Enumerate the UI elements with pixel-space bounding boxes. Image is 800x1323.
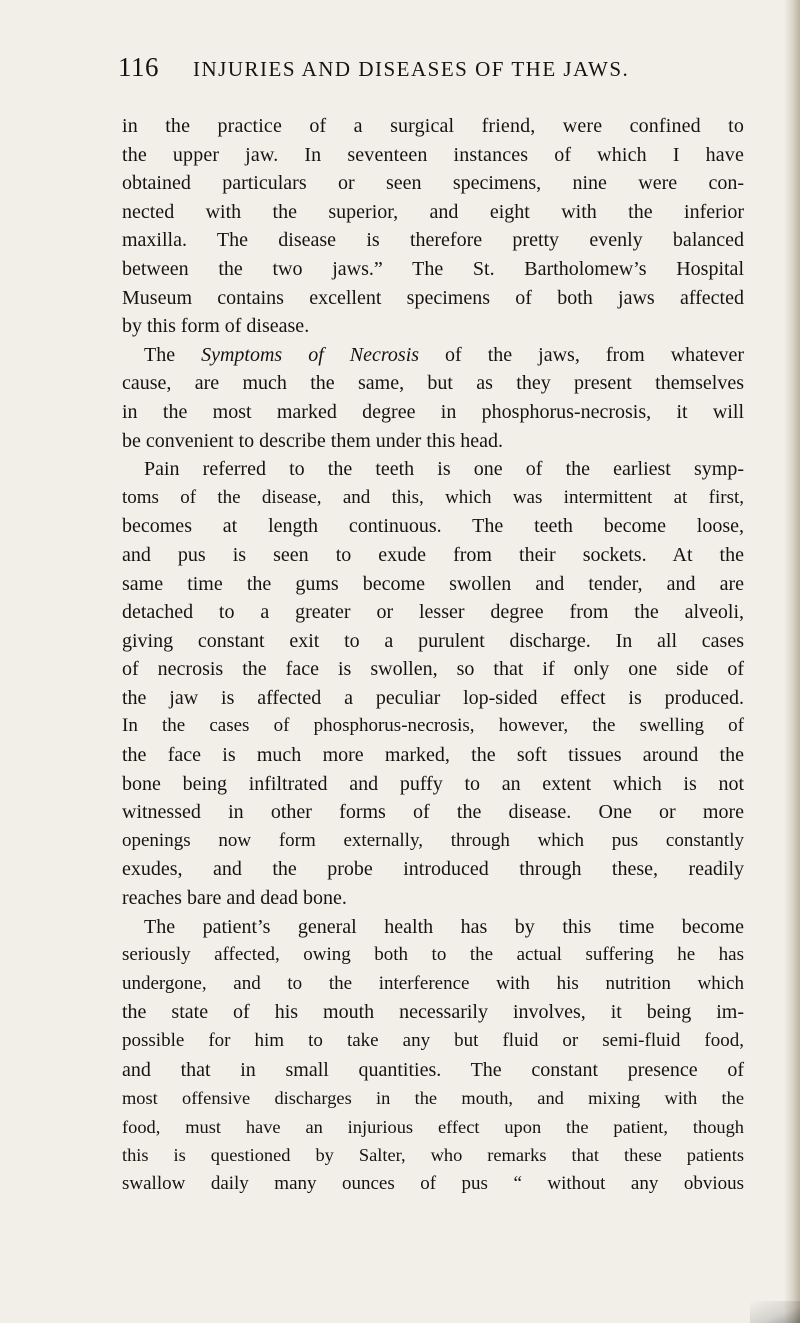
text-line: this is questioned by Salter, who remarks that these patients xyxy=(122,1145,744,1166)
text-line: most offensive discharges in the mouth, and mixing with the xyxy=(122,1088,744,1109)
text-line: exudes, and the probe introduced through these, readily xyxy=(122,858,744,881)
text-line: reaches bare and dead bone. xyxy=(122,887,347,910)
text-line: of necrosis the face is swollen, so that if only one side of xyxy=(122,658,744,681)
text-line: cause, are much the same, but as they present themselves xyxy=(122,372,744,395)
text-line: giving constant exit to a purulent discharge. In all cases xyxy=(122,629,744,652)
text-line: Museum contains excellent specimens of both jaws affected xyxy=(122,286,744,309)
text-line: bone being infiltrated and puffy to an extent which is not xyxy=(122,772,744,795)
text-run: The xyxy=(144,343,202,366)
page-corner-shadow xyxy=(750,1301,800,1323)
text-line: Pain referred to the teeth is one of the earliest symp- xyxy=(144,458,744,481)
text-line: swallow daily many ounces of pus “ without any obvious xyxy=(122,1172,744,1194)
text-line: obtained particulars or seen specimens, nine were con- xyxy=(122,172,744,195)
page-number: 116 xyxy=(118,52,159,82)
text-line: in the most marked degree in phosphorus-necrosis, it will xyxy=(122,400,744,423)
text-line: same time the gums become swollen and tender, and are xyxy=(122,572,744,595)
text-line: the state of his mouth necessarily involves, it being im- xyxy=(122,1001,744,1024)
text-line: by this form of disease. xyxy=(122,315,310,338)
text-line: the jaw is affected a peculiar lop-sided effect is produced. xyxy=(122,686,744,709)
running-header xyxy=(118,52,758,88)
text-line xyxy=(122,341,744,370)
text-line: becomes at length continuous. The teeth become loose, xyxy=(122,515,744,538)
text-line: In the cases of phosphorus-necrosis, however, the swelling of xyxy=(122,715,744,737)
text-line: the face is much more marked, the soft tissues around the xyxy=(122,744,744,767)
text-line: The patient’s general health has by this time become xyxy=(144,915,744,938)
text-line: possible for him to take any but fluid or semi-fluid food, xyxy=(122,1030,744,1051)
text-line: be convenient to describe them under this head. xyxy=(122,429,503,452)
text-run: of the jaws, from whatever xyxy=(419,343,745,366)
text-line: nected with the superior, and eight with the inferior xyxy=(122,200,744,223)
text-line: and that in small quantities. The constant presence of xyxy=(122,1058,744,1081)
page-edge-shadow xyxy=(784,0,800,1323)
running-title: INJURIES AND DISEASES OF THE JAWS. xyxy=(193,57,630,81)
text-line: seriously affected, owing both to the actual suffering he has xyxy=(122,944,744,966)
text-line: in the practice of a surgical friend, were confined to xyxy=(122,115,744,137)
text-line: food, must have an injurious effect upon the patient, though xyxy=(122,1116,744,1137)
text-line: detached to a greater or lesser degree from the alveoli, xyxy=(122,601,744,624)
text-line: undergone, and to the interference with his nutrition which xyxy=(122,972,744,994)
text-line: between the two jaws.” The St. Bartholomew’s Hospital xyxy=(122,257,744,280)
text-line: toms of the disease, and this, which was intermittent at first, xyxy=(122,486,744,508)
text-line: the upper jaw. In seventeen instances of which I have xyxy=(122,143,744,166)
text-line: maxilla. The disease is therefore pretty evenly balanced xyxy=(122,229,744,252)
italic-heading: Symptoms of Necrosis xyxy=(201,343,420,366)
text-line: openings now form externally, through which pus constantly xyxy=(122,829,744,851)
body-text xyxy=(122,112,744,1312)
text-line: witnessed in other forms of the disease. One or more xyxy=(122,801,744,824)
text-line: and pus is seen to exude from their sockets. At the xyxy=(122,543,744,566)
